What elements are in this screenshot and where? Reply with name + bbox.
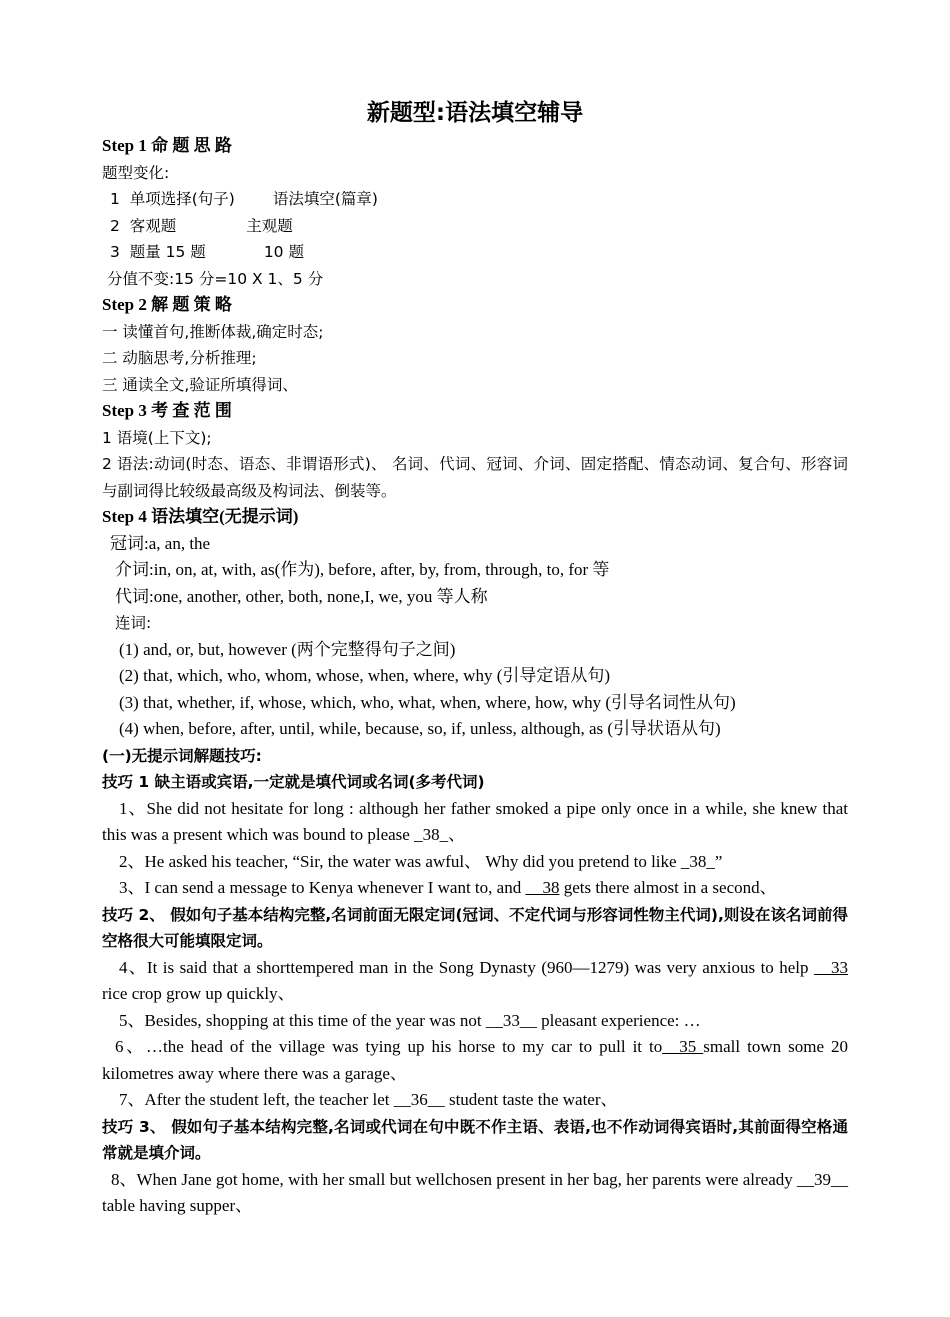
row-left: 题量 15 题: [129, 243, 206, 261]
example-text: 4、It is said that a shorttempered man in the Song Dynasty (960—1279) was very anxious to help: [119, 957, 814, 977]
example-text: 6、…the head of the village was tying up his horse to my car to pull it to: [115, 1037, 663, 1056]
answer-blank: __33: [814, 957, 848, 977]
row-left: 单项选择(句子): [129, 190, 235, 208]
document-page: [102, 96, 848, 1220]
example-4: [102, 955, 848, 1008]
answer-blank: __38: [525, 878, 560, 897]
strategy-item-1: 一 读懂首句,推断体裁,确定时态;: [102, 322, 324, 341]
page-title: 新题型:语法填空辅导: [366, 100, 584, 126]
row-right: 10 题: [263, 243, 304, 261]
conjunction-item-2: (2) that, which, who, whom, whose, when, where, why (引导定语从句): [119, 666, 611, 685]
tip2-heading: 技巧 2、 假如句子基本结构完整,名词前面无限定词(冠词、不定代词与形容词性物主代词),则设在该名词前得空格很大可能填限定词。: [102, 905, 848, 950]
example-7: 7、After the student left, the teacher let __36__ student taste the water、: [119, 1090, 618, 1109]
conjunction-label: 连词:: [115, 614, 152, 632]
conjunction-item-3: (3) that, whether, if, whose, which, who, what, when, where, how, why (引导名词性从句): [119, 692, 736, 712]
scope-item-2: 2 语法:动词(时态、语态、非谓语形式)、 名词、代词、冠词、介词、固定搭配、情态动词、复合句、形容词与副词得比较级最高级及构词法、倒装等。: [102, 455, 848, 500]
example-8: 8、When Jane got home, with her small but wellchosen present in her bag, her parents were already __39__ table having supper、: [102, 1169, 848, 1215]
preposition-line: 介词:in, on, at, with, as(作为), before, after, by, from, through, to, for 等: [115, 560, 610, 579]
strategy-item-2: 二 动脑思考,分析推理;: [102, 349, 257, 367]
change-row-2: [102, 213, 848, 240]
step4-heading: Step 4 语法填空(无提示词): [102, 507, 299, 526]
change-row-1: [102, 186, 848, 213]
step2-heading: Step 2 解 题 策 略: [102, 295, 232, 314]
step1-heading: Step 1 命 题 思 路: [102, 136, 232, 155]
article-line: 冠词:a, an, the: [110, 533, 211, 553]
row-right: 主观题: [246, 216, 293, 235]
example-1: 1、She did not hesitate for long : although her father smoked a pipe only once in a while, she knew that this was a present which was bound to please _38_、: [102, 798, 848, 844]
tip1-heading: 技巧 1 缺主语或宾语,一定就是填代词或名词(多考代词): [102, 773, 485, 791]
answer-blank: __35: [662, 1037, 704, 1056]
row-right: 语法填空(篇章): [272, 190, 378, 208]
pronoun-line: 代词:one, another, other, both, none,I, we, you 等人称: [115, 586, 488, 606]
strategy-item-3: 三 通读全文,验证所填得词、: [102, 375, 298, 394]
step3-heading: Step 3 考 查 范 围: [102, 401, 232, 420]
score-line: 分值不变:15 分=10 X 1、5 分: [107, 269, 324, 288]
example-text: small town some 20 kilometres away where there was a garage、: [102, 1037, 848, 1083]
row-left: 客观题: [129, 216, 177, 235]
conjunction-item-4: (4) when, before, after, until, while, because, so, if, unless, although, as (引导状语从句): [119, 719, 721, 738]
section-title: (一)无提示词解题技巧:: [102, 746, 262, 765]
change-row-3: [102, 239, 848, 266]
example-text: gets there almost in a second、: [559, 878, 777, 897]
row-number: 1: [110, 190, 120, 208]
example-3: [102, 875, 848, 902]
row-number: 2: [110, 216, 120, 235]
conjunction-item-1: (1) and, or, but, however (两个完整得句子之间): [119, 639, 456, 659]
example-6: [102, 1034, 848, 1087]
example-5: 5、Besides, shopping at this time of the year was not __33__ pleasant experience: …: [119, 1010, 701, 1030]
example-text: 3、I can send a message to Kenya whenever I want to, and: [119, 878, 526, 897]
tip3-heading: 技巧 3、 假如句子基本结构完整,名词或代词在句中既不作主语、表语,也不作动词得宾语时,其前面得空格通常就是填介词。: [102, 1117, 848, 1162]
scope-item-1: 1 语境(上下文);: [102, 428, 212, 447]
type-change-label: 题型变化:: [102, 163, 170, 182]
example-2: 2、He asked his teacher, “Sir, the water was awful、 Why did you pretend to like _38_”: [119, 851, 723, 871]
row-number: 3: [110, 243, 120, 261]
example-text: rice crop grow up quickly、: [102, 984, 295, 1003]
